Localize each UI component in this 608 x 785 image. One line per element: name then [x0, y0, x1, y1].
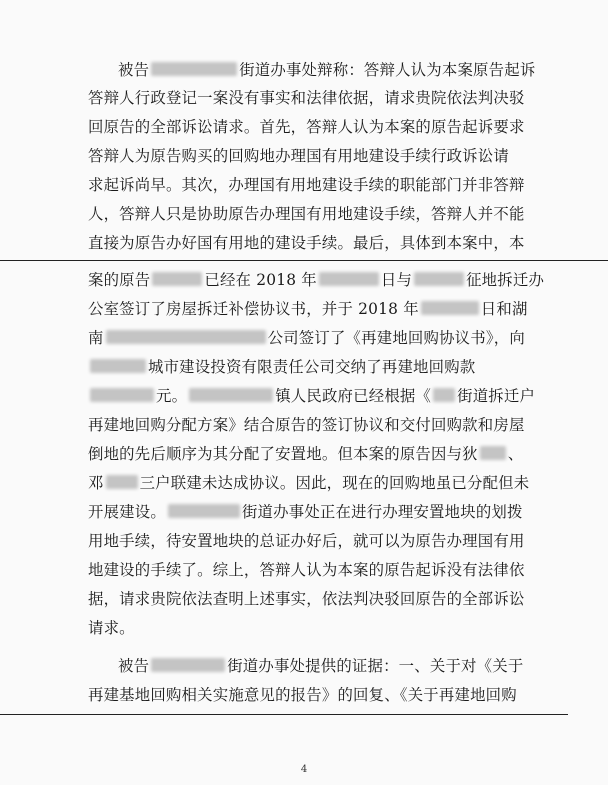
text-line: 倒地的先后顺序为其分配了安置地。但本案的原告因与狄 、 — [88, 445, 524, 463]
redaction — [189, 388, 273, 402]
text-line: 被告 街道办事处辩称：答辩人认为本案原告起诉 — [118, 61, 536, 79]
text-line: 案的原告 已经在 2018 年 日与 征地拆迁办 — [88, 271, 545, 289]
text-line: 元。 镇人民政府已经根据《 街道拆迁户 — [88, 386, 535, 406]
text-line: 请求。 — [88, 619, 135, 637]
text-line: 邓 三户联建未达成协议。因此，现在的回购地虽已分配但未 — [88, 474, 530, 492]
text-line: 再建地回购分配方案》结合原告的签订协议和交付回购款和房屋 — [88, 416, 525, 434]
redaction — [151, 62, 237, 76]
text-line: 据，请求贵院依法查明上述事实，依法判决驳回原告的全部诉讼 — [88, 590, 525, 608]
redaction — [433, 388, 455, 402]
text-line: 被告 街道办事处提供的证据：一、关于对《关于 — [118, 657, 524, 675]
text-line: 求起诉尚早。其次，办理国有用地建设手续的职能部门并非答辩 — [88, 176, 525, 194]
section-divider — [0, 714, 568, 715]
text-line: 答辩人行政登记一案没有事实和法律依据，请求贵院依法判决驳 — [88, 89, 525, 107]
text-line: 南 公司签订了《再建地回购协议书》，向 — [88, 329, 525, 347]
redaction — [152, 272, 202, 286]
redaction — [319, 272, 379, 286]
page-number: 4 — [300, 764, 308, 775]
redaction — [421, 301, 479, 315]
redaction — [106, 475, 138, 489]
redaction — [414, 272, 464, 286]
text-line: 地建设的手续了。综上，答辩人认为本案的原告起诉没有法律依 — [88, 561, 525, 579]
redaction — [151, 658, 225, 672]
section-divider — [0, 260, 608, 261]
text-line: 公室签订了房屋拆迁补偿协议书，并于 2018 年 日和湖 — [88, 300, 528, 318]
text-line: 开展建设。 街道办事处正在进行办理安置地块的划拨 — [88, 503, 523, 521]
redaction — [90, 388, 154, 402]
text-line: 答辩人为原告购买的回购地办理国有用地建设手续行政诉讼请 — [88, 147, 509, 165]
text-line: 城市建设投资有限责任公司交纳了再建地回购款 — [88, 357, 475, 377]
redaction — [90, 359, 146, 373]
redaction — [480, 446, 506, 460]
text-line: 人，答辩人只是协助原告办理国有用地建设手续，答辩人并不能 — [88, 205, 525, 223]
redaction — [168, 504, 240, 518]
redaction — [106, 330, 266, 344]
text-line: 回原告的全部诉讼请求。首先，答辩人认为本案的原告起诉要求 — [88, 118, 525, 136]
text-line: 再建基地回购相关实施意见的报告》的回复、《关于再建地回购 — [88, 686, 517, 704]
text-line: 用地手续，待安置地块的总证办好后，就可以为原告办理国有用 — [88, 532, 525, 550]
text-line: 直接为原告办好国有用地的建设手续。最后，具体到本案中，本 — [88, 234, 525, 252]
